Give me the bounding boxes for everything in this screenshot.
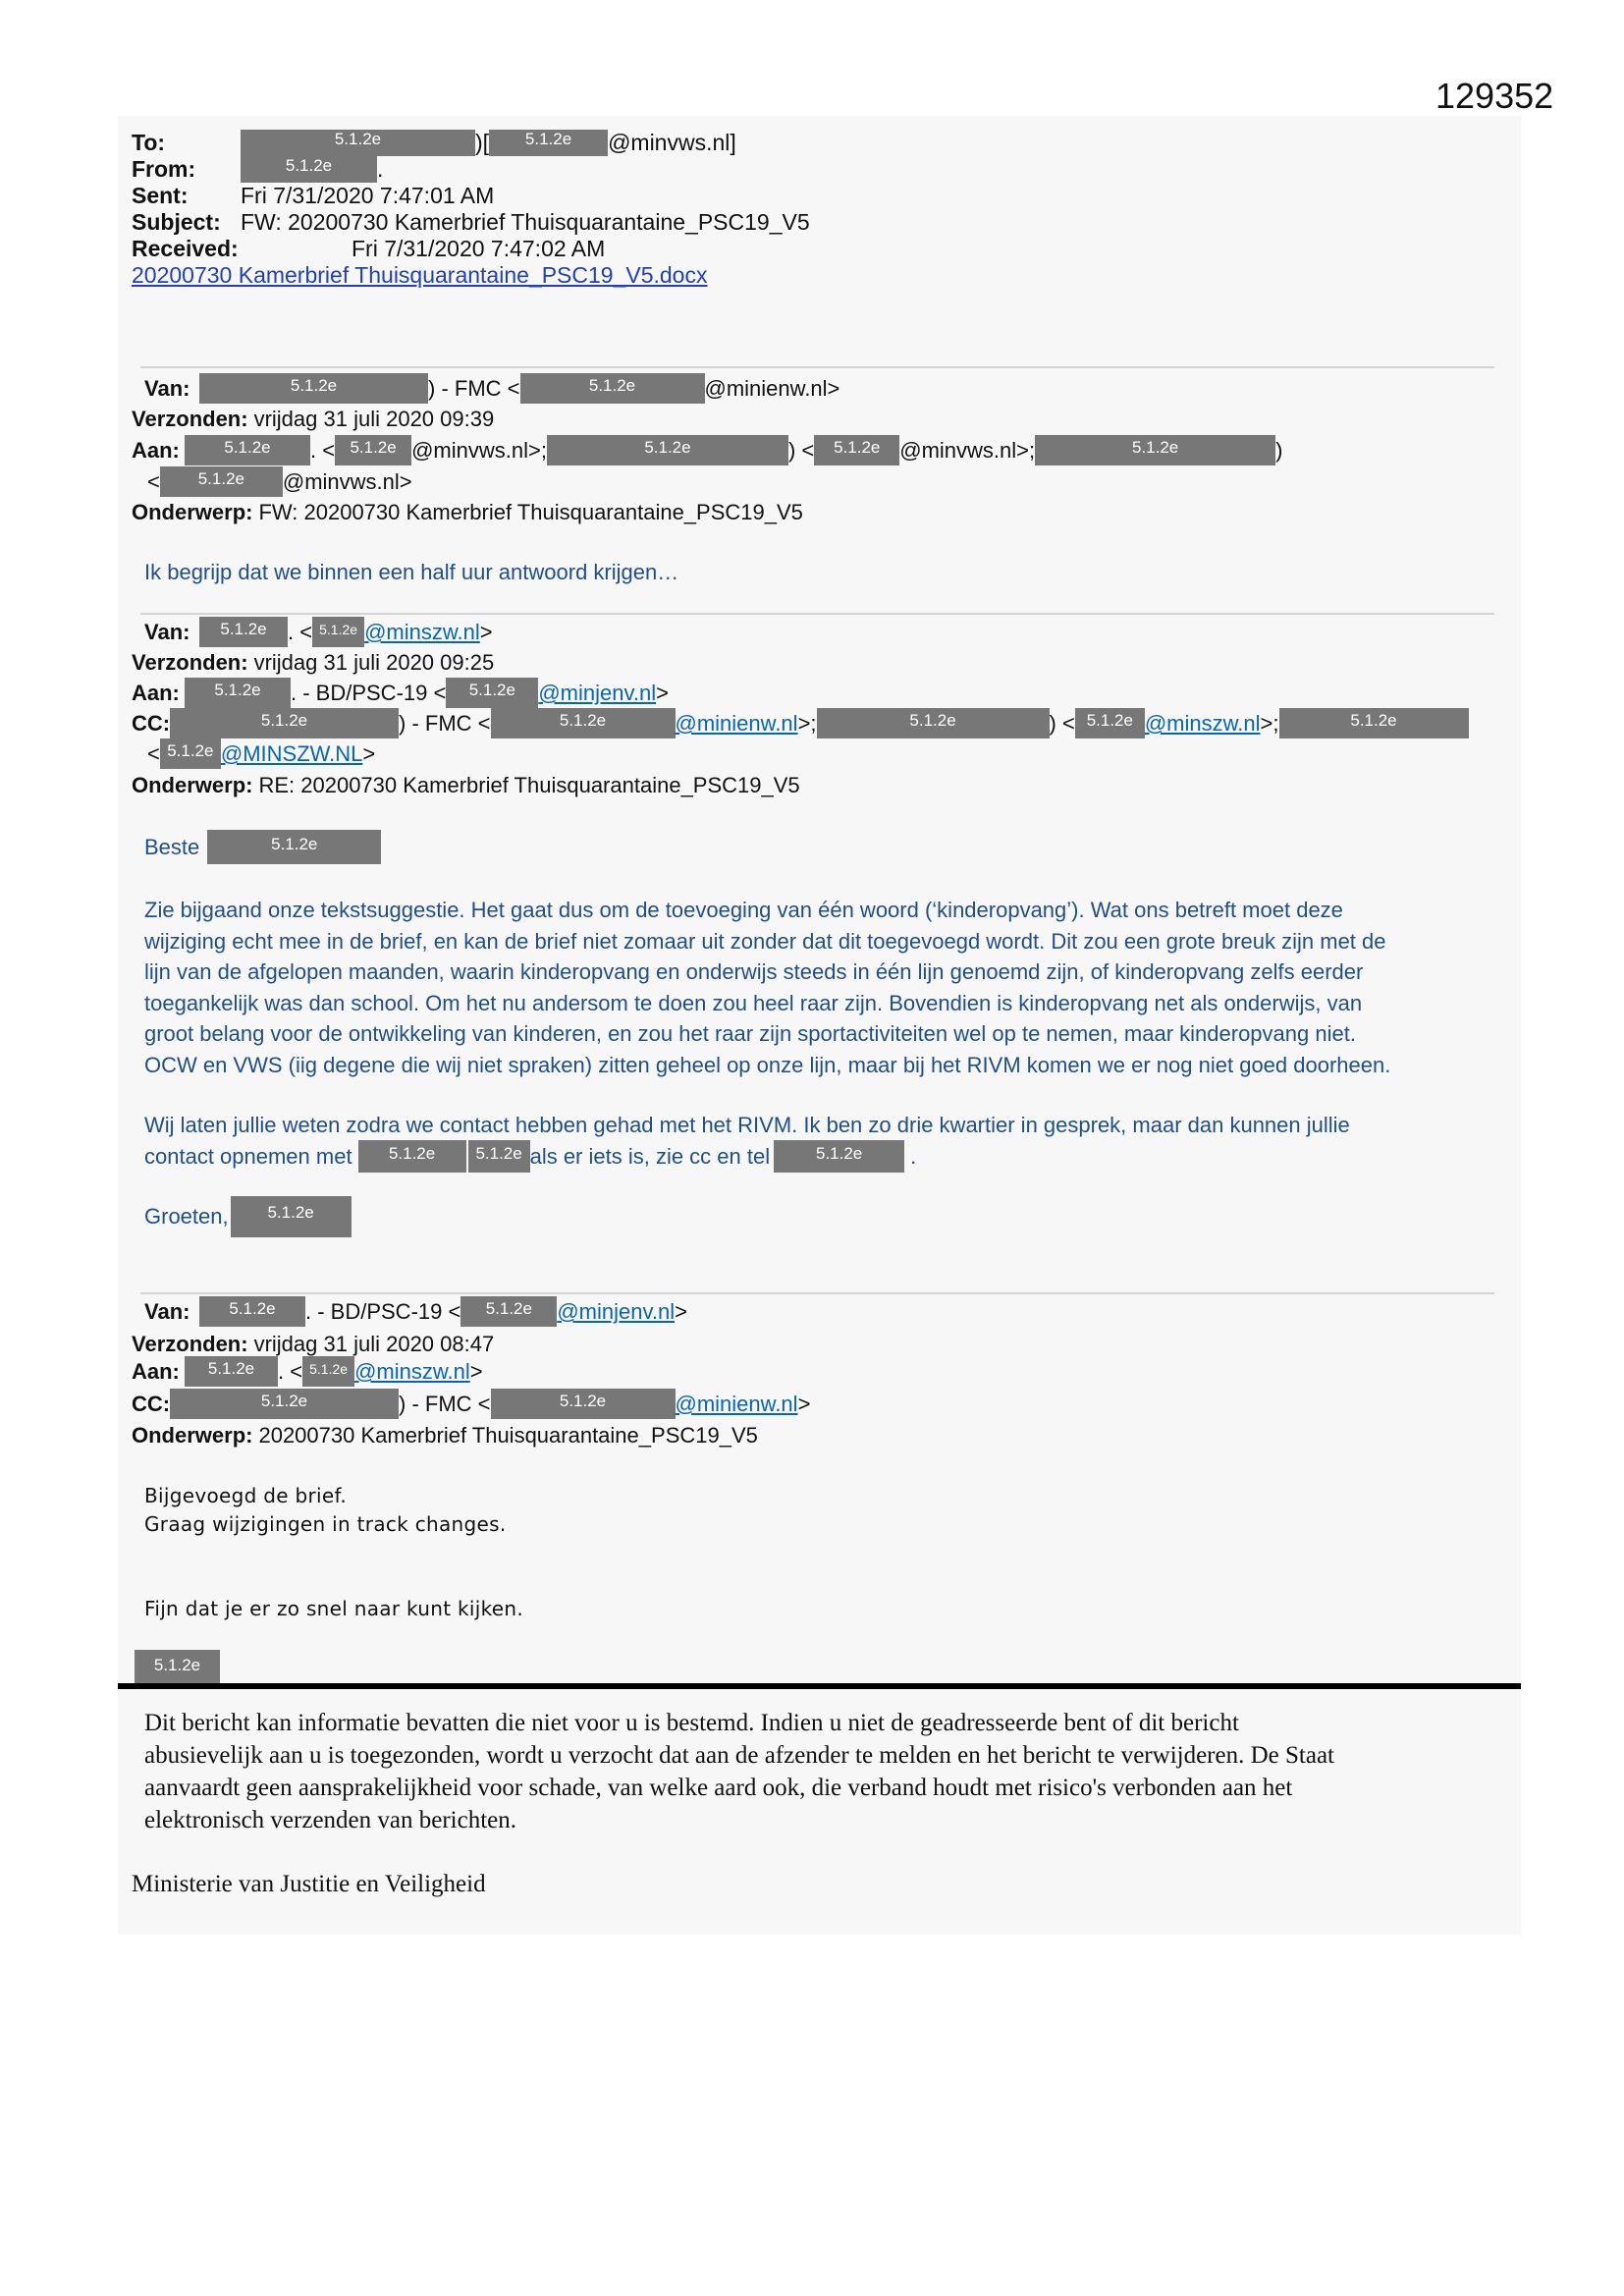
redaction-box: 5.1.2e <box>1279 708 1469 738</box>
sender-text: . - BD/PSC-19 < <box>305 1299 461 1324</box>
paragraph-line: toegankelijk was dan school. Om het nu andersom te doen zou heel raar zijn. Bovendien is kinderopvang net als onderwijs, van <box>144 990 1363 1015</box>
redaction-box: 5.1.2e <box>199 617 288 647</box>
message-2-paragraph-1 <box>144 895 1390 1081</box>
disclaimer-line: aanvaardt geen aansprakelijkheid voor schade, van welke aard ook, die verband houdt met risico's verbonden aan het <box>144 1775 1293 1801</box>
verzonden-label: Verzonden: <box>132 407 248 431</box>
redaction-box: 5.1.2e <box>446 678 538 708</box>
paragraph-line: Zie bijgaand onze tekstsuggestie. Het gaat dus om de toevoeging van één woord (‘kinderopvang’). Wat ons betreft moet deze <box>144 898 1343 922</box>
message-1-aan-row <box>132 435 1282 465</box>
recipient-text: > <box>797 1392 811 1416</box>
redaction-box: 5.1.2e <box>774 1140 904 1173</box>
verzonden-value: vrijdag 31 juli 2020 09:39 <box>253 407 495 431</box>
to-separator-text: )[ <box>475 130 490 155</box>
paragraph-line: lijn van de afgelopen maanden, waarin kinderopvang en onderwijs steeds in één lijn genoemd zijn, of kinderopvang zelfs eerder <box>144 959 1364 985</box>
verzonden-label: Verzonden: <box>132 650 248 675</box>
to-email-domain: @minvws.nl] <box>608 130 736 155</box>
header-subject-row <box>132 209 810 236</box>
recipient-text: > <box>656 681 669 705</box>
redaction-box: 5.1.2e <box>241 130 475 156</box>
redaction-box: 5.1.2e <box>335 435 411 465</box>
attachment-link[interactable]: 20200730 Kamerbrief Thuisquarantaine_PSC19_V5.docx <box>132 262 708 288</box>
van-label: Van: <box>144 1299 190 1324</box>
redaction-box: 5.1.2e <box>185 678 291 708</box>
sender-text: > <box>479 620 493 644</box>
subject-value: FW: 20200730 Kamerbrief Thuisquarantaine_PSC19_V5 <box>241 209 810 235</box>
message-2-closing-row <box>144 1196 352 1237</box>
to-label: To: <box>132 130 166 155</box>
sender-org-text: ) - FMC < <box>428 376 520 401</box>
message-2-van-row <box>144 617 493 647</box>
disclaimer-divider <box>118 1683 1521 1689</box>
message-divider <box>140 1292 1494 1294</box>
message-1-verzonden-row <box>132 404 494 434</box>
redaction-box: 5.1.2e <box>302 1356 354 1387</box>
header-to-row <box>132 130 736 156</box>
email-domain-text: @minienw.nl> <box>704 376 840 401</box>
recipient-text: . < <box>310 438 336 463</box>
recipient-text: ) - FMC < <box>399 711 491 736</box>
paragraph-line: wijziging echt mee in de brief, en kan de brief niet zomaar uit zonder dat dit toegevoegd wordt. Dit zou een grote breuk zijn met de <box>144 928 1386 954</box>
sent-value: Fri 7/31/2020 7:47:01 AM <box>241 183 495 208</box>
redaction-box: 5.1.2e <box>1035 435 1275 465</box>
recipient-text: . - BD/PSC-19 < <box>291 681 447 705</box>
message-divider <box>140 366 1494 368</box>
disclaimer-line: abusievelijk aan u is toegezonden, wordt u verzocht dat aan de afzender te melden en het bericht te verwijderen. De Staat <box>144 1742 1334 1769</box>
redaction-box: 5.1.2e <box>468 1140 530 1173</box>
sender-text: . < <box>288 620 313 644</box>
aan-label: Aan: <box>132 1359 180 1384</box>
redaction-box: 5.1.2e <box>160 466 283 497</box>
received-label: Received: <box>132 236 239 261</box>
signature-redaction-box: 5.1.2e <box>135 1650 220 1684</box>
email-link[interactable]: @minienw.nl <box>675 1392 798 1416</box>
paragraph-text: als er iets is, zie cc en tel <box>529 1144 771 1169</box>
message-3-van-row <box>144 1296 687 1327</box>
redaction-box: 5.1.2e <box>207 830 381 864</box>
message-2-cc-row <box>132 708 1469 738</box>
redaction-box: 5.1.2e <box>520 373 705 404</box>
redaction-box: 5.1.2e <box>231 1196 352 1237</box>
redaction-box: 5.1.2e <box>170 708 399 738</box>
redaction-box: 5.1.2e <box>160 738 221 769</box>
recipient-text: < <box>147 741 160 766</box>
recipient-text: ) < <box>1049 711 1075 736</box>
redaction-box: 5.1.2e <box>199 1296 305 1327</box>
header-sent-row <box>132 183 494 209</box>
redaction-box: 5.1.2e <box>241 156 377 183</box>
recipient-text: >; <box>1260 711 1279 736</box>
message-3-aan-row <box>132 1356 483 1387</box>
message-1-aan-continuation-row <box>147 466 412 497</box>
email-domain-text: @minvws.nl> <box>282 469 412 494</box>
redaction-box: 5.1.2e <box>1075 708 1145 738</box>
sent-label: Sent: <box>132 183 189 208</box>
message-2-cc-continuation-row <box>147 738 375 769</box>
message-1-body-line: Ik begrijp dat we binnen een half uur antwoord krijgen… <box>144 560 679 584</box>
message-2-verzonden-row <box>132 647 494 678</box>
recipient-text: ) - FMC < <box>399 1392 491 1416</box>
redaction-box: 5.1.2e <box>491 1389 676 1419</box>
onderwerp-label: Onderwerp: <box>132 500 253 524</box>
email-link[interactable]: @MINSZW.NL <box>220 741 363 766</box>
closing-text: Groeten, <box>144 1204 229 1229</box>
email-link[interactable]: @minszw.nl <box>1144 711 1261 736</box>
paragraph-line: groot belang voor de ontwikkeling van kinderen, en zou het raar zijn sportactiviteiten wel op te nemen, maar kinderopvang niet. <box>144 1021 1356 1047</box>
aan-label: Aan: <box>132 438 180 463</box>
page-number: 129352 <box>1435 76 1554 116</box>
message-2-greeting-row <box>144 830 381 864</box>
sender-text: > <box>675 1299 687 1324</box>
onderwerp-value: FW: 20200730 Kamerbrief Thuisquarantaine_PSC19_V5 <box>258 500 803 524</box>
disclaimer-line: Dit bericht kan informatie bevatten die niet voor u is bestemd. Indien u niet de geadresseerde bent of dit bericht <box>144 1710 1239 1736</box>
verzonden-value: vrijdag 31 juli 2020 09:25 <box>253 650 495 675</box>
onderwerp-label: Onderwerp: <box>132 773 253 797</box>
redaction-box: 5.1.2e <box>817 708 1050 738</box>
greeting-text: Beste <box>144 835 200 859</box>
paragraph-line: OCW en VWS (iig degene die wij niet spraken) zitten geheel op onze lijn, maar bij het RIVM komen we er nog niet goed doorheen. <box>144 1052 1391 1077</box>
message-1-van-row <box>144 373 839 404</box>
redaction-box: 5.1.2e <box>547 435 788 465</box>
onderwerp-value: RE: 20200730 Kamerbrief Thuisquarantaine_PSC19_V5 <box>258 773 800 797</box>
redaction-box: 5.1.2e <box>170 1389 399 1419</box>
message-2-onderwerp-row <box>132 770 800 800</box>
redaction-box: 5.1.2e <box>358 1140 466 1173</box>
email-domain-text: @minvws.nl>; <box>899 438 1036 463</box>
recipient-text: >; <box>797 711 817 736</box>
recipient-text: ) < <box>787 438 815 463</box>
redaction-box: 5.1.2e <box>312 617 364 647</box>
van-label: Van: <box>144 620 190 644</box>
cc-label: CC: <box>132 711 171 736</box>
message-3-cc-row <box>132 1389 810 1419</box>
onderwerp-value: 20200730 Kamerbrief Thuisquarantaine_PSC19_V5 <box>258 1423 758 1448</box>
cc-label: CC: <box>132 1392 171 1416</box>
message-1-onderwerp-row <box>132 497 803 527</box>
from-label: From: <box>132 156 196 182</box>
received-value: Fri 7/31/2020 7:47:02 AM <box>352 236 606 261</box>
recipient-text: > <box>362 741 376 766</box>
email-domain-text: @minvws.nl>; <box>411 438 547 463</box>
paragraph-text: . <box>910 1144 917 1169</box>
recipient-text: < <box>147 469 160 494</box>
redaction-box: 5.1.2e <box>460 1296 557 1327</box>
paragraph-text: contact opnemen met <box>144 1144 352 1169</box>
message-3-body-line: Graag wijzigingen in track changes. <box>144 1512 507 1536</box>
email-link[interactable]: @minszw.nl <box>354 1359 470 1384</box>
email-link[interactable]: @minjenv.nl <box>538 681 657 705</box>
message-3-body-line: Fijn dat je er zo snel naar kunt kijken. <box>144 1597 524 1620</box>
from-trailing-text: . <box>377 156 384 182</box>
message-divider <box>140 613 1494 615</box>
message-2-paragraph-2-line-1: Wij laten jullie weten zodra we contact hebben gehad met het RIVM. Ik ben zo drie kwartier in gesprek, maar dan kunnen jullie <box>144 1113 1350 1137</box>
email-link[interactable]: @minjenv.nl <box>557 1299 676 1324</box>
header-received-row <box>132 236 605 262</box>
aan-label: Aan: <box>132 681 180 705</box>
redaction-box: 5.1.2e <box>185 435 310 465</box>
email-link[interactable]: @minszw.nl <box>364 620 480 644</box>
redaction-box: 5.1.2e <box>199 373 428 404</box>
redaction-box: 5.1.2e <box>491 708 676 738</box>
message-2-aan-row <box>132 678 669 708</box>
redaction-box: 5.1.2e <box>489 130 608 156</box>
verzonden-value: vrijdag 31 juli 2020 08:47 <box>253 1332 495 1356</box>
recipient-text: . < <box>278 1359 303 1384</box>
message-3-onderwerp-row <box>132 1420 758 1450</box>
recipient-text: > <box>469 1359 483 1384</box>
email-link[interactable]: @minienw.nl <box>675 711 798 736</box>
recipient-text: ) <box>1275 438 1283 463</box>
ministry-footer: Ministerie van Justitie en Veiligheid <box>132 1871 486 1897</box>
message-2-paragraph-2-line-2 <box>144 1140 916 1173</box>
message-3-body-line: Bijgevoegd de brief. <box>144 1484 348 1507</box>
disclaimer <box>144 1707 1334 1836</box>
redaction-box: 5.1.2e <box>814 435 899 465</box>
message-3-verzonden-row <box>132 1329 494 1359</box>
verzonden-label: Verzonden: <box>132 1332 248 1356</box>
onderwerp-label: Onderwerp: <box>132 1423 253 1448</box>
subject-label: Subject: <box>132 209 221 235</box>
redaction-box: 5.1.2e <box>185 1356 278 1387</box>
van-label: Van: <box>144 376 190 401</box>
header-from-row <box>132 156 383 183</box>
disclaimer-line: elektronisch verzenden van berichten. <box>144 1807 516 1833</box>
